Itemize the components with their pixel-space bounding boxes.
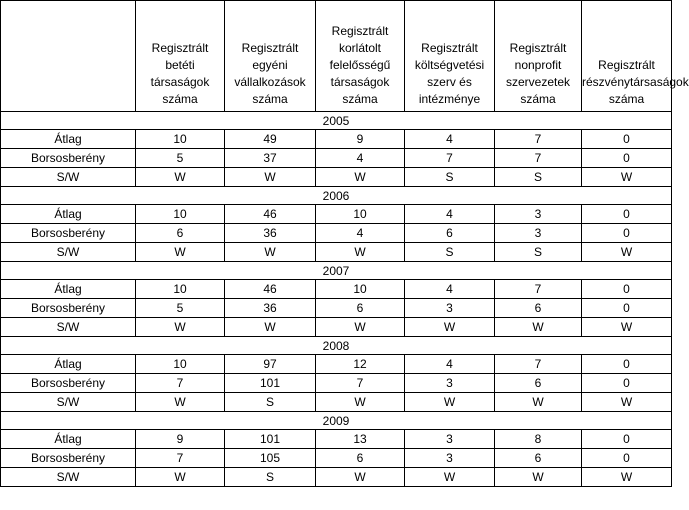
table-cell: W [136, 243, 225, 262]
table-cell: 7 [495, 149, 582, 168]
table-row [1, 393, 672, 412]
year-row [1, 112, 672, 130]
table-cell: W [582, 243, 672, 262]
table-cell: W [495, 393, 582, 412]
year-label: 2008 [1, 337, 672, 355]
table-cell: 9 [316, 130, 405, 149]
table-cell: 6 [495, 299, 582, 318]
row-label: S/W [1, 318, 136, 337]
table-cell: 46 [225, 280, 316, 299]
table-cell: 10 [136, 355, 225, 374]
row-label: Átlag [1, 205, 136, 224]
table-cell: 36 [225, 224, 316, 243]
row-label: Átlag [1, 280, 136, 299]
table-row [1, 299, 672, 318]
row-label: Borsosberény [1, 449, 136, 468]
table-row [1, 130, 672, 149]
table-cell: W [495, 468, 582, 487]
table-cell: W [225, 318, 316, 337]
table-cell: 0 [582, 280, 672, 299]
table-cell: S [405, 168, 495, 187]
table-cell: 4 [316, 149, 405, 168]
row-label: S/W [1, 168, 136, 187]
table-cell: 6 [495, 374, 582, 393]
table-cell: 13 [316, 430, 405, 449]
table-cell: 7 [136, 449, 225, 468]
table-cell: W [316, 243, 405, 262]
table-cell: 6 [495, 449, 582, 468]
table-cell: W [405, 318, 495, 337]
row-label: Átlag [1, 130, 136, 149]
table-cell: W [136, 393, 225, 412]
table-cell: 9 [136, 430, 225, 449]
table-cell: W [495, 318, 582, 337]
table-cell: 10 [136, 205, 225, 224]
table-cell: 10 [136, 280, 225, 299]
table-cell: 10 [136, 130, 225, 149]
table-cell: W [225, 243, 316, 262]
row-label: Borsosberény [1, 149, 136, 168]
table-body [1, 112, 672, 487]
row-label: Átlag [1, 355, 136, 374]
table-cell: 10 [316, 280, 405, 299]
year-label: 2007 [1, 262, 672, 280]
table-cell: W [405, 393, 495, 412]
table-cell: 5 [136, 299, 225, 318]
table-row [1, 355, 672, 374]
table-cell: 0 [582, 224, 672, 243]
table-cell: 36 [225, 299, 316, 318]
table-cell: 8 [495, 430, 582, 449]
table-cell: 7 [495, 130, 582, 149]
table-cell: W [582, 318, 672, 337]
table-cell: 0 [582, 299, 672, 318]
table-cell: 7 [495, 280, 582, 299]
row-label: Borsosberény [1, 224, 136, 243]
row-label: Borsosberény [1, 374, 136, 393]
table-cell: W [405, 468, 495, 487]
table-row [1, 205, 672, 224]
table-cell: 3 [405, 430, 495, 449]
table-cell: 6 [316, 299, 405, 318]
table-cell: 105 [225, 449, 316, 468]
table-cell: 6 [316, 449, 405, 468]
column-header: Regisztrált korlátolt felelősségű társaságok száma [316, 1, 405, 112]
table-cell: S [495, 168, 582, 187]
table-cell: 0 [582, 430, 672, 449]
table-row [1, 149, 672, 168]
table-cell: 0 [582, 374, 672, 393]
table-cell: 3 [405, 299, 495, 318]
table-row [1, 243, 672, 262]
table-cell: 0 [582, 130, 672, 149]
table-row [1, 280, 672, 299]
table-cell: 97 [225, 355, 316, 374]
row-label: Átlag [1, 430, 136, 449]
table-cell: 49 [225, 130, 316, 149]
column-header: Regisztrált egyéni vállalkozások száma [225, 1, 316, 112]
column-header: Regisztrált költségvetési szerv és intézménye [405, 1, 495, 112]
row-label: S/W [1, 243, 136, 262]
table-cell: W [225, 168, 316, 187]
table-cell: 4 [405, 280, 495, 299]
table-cell: 4 [405, 130, 495, 149]
table-cell: 46 [225, 205, 316, 224]
table-cell: W [136, 468, 225, 487]
table-cell: W [582, 393, 672, 412]
table-cell: 0 [582, 355, 672, 374]
table-cell: 0 [582, 205, 672, 224]
table-row [1, 374, 672, 393]
row-label: Borsosberény [1, 299, 136, 318]
table-cell: 4 [405, 205, 495, 224]
row-label: S/W [1, 393, 136, 412]
column-header: Regisztrált nonprofit szervezetek száma [495, 1, 582, 112]
table-cell: S [225, 393, 316, 412]
table-cell: 3 [495, 205, 582, 224]
table-cell: S [405, 243, 495, 262]
table-row [1, 224, 672, 243]
table-cell: 3 [405, 374, 495, 393]
table-cell: 7 [405, 149, 495, 168]
table-cell: W [316, 468, 405, 487]
table-cell: 101 [225, 430, 316, 449]
table-cell: 5 [136, 149, 225, 168]
table-cell: 12 [316, 355, 405, 374]
year-label: 2006 [1, 187, 672, 205]
table-cell: 0 [582, 449, 672, 468]
column-header: Regisztrált részvénytársaságok száma [582, 1, 672, 112]
year-label: 2009 [1, 412, 672, 430]
table-cell: 37 [225, 149, 316, 168]
table-cell: 3 [405, 449, 495, 468]
corner-cell [1, 1, 136, 112]
year-row [1, 262, 672, 280]
table-cell: S [495, 243, 582, 262]
table-cell: W [582, 168, 672, 187]
table-row [1, 430, 672, 449]
table-cell: 3 [495, 224, 582, 243]
table-row [1, 468, 672, 487]
table-cell: 7 [495, 355, 582, 374]
table-cell: W [316, 318, 405, 337]
table-cell: W [136, 318, 225, 337]
table-cell: W [582, 468, 672, 487]
table-cell: W [316, 393, 405, 412]
table-cell: 0 [582, 149, 672, 168]
table-row [1, 168, 672, 187]
table-row [1, 449, 672, 468]
table-row [1, 318, 672, 337]
table-cell: 6 [405, 224, 495, 243]
table-cell: W [316, 168, 405, 187]
year-row [1, 412, 672, 430]
header-row [1, 1, 672, 112]
table-cell: W [136, 168, 225, 187]
column-header: Regisztrált betéti társaságok száma [136, 1, 225, 112]
table-cell: 10 [316, 205, 405, 224]
table-cell: 101 [225, 374, 316, 393]
table-cell: 4 [316, 224, 405, 243]
table-cell: 7 [316, 374, 405, 393]
table-cell: 4 [405, 355, 495, 374]
year-row [1, 187, 672, 205]
year-label: 2005 [1, 112, 672, 130]
year-row [1, 337, 672, 355]
table-cell: 7 [136, 374, 225, 393]
row-label: S/W [1, 468, 136, 487]
table-cell: S [225, 468, 316, 487]
table-cell: 6 [136, 224, 225, 243]
